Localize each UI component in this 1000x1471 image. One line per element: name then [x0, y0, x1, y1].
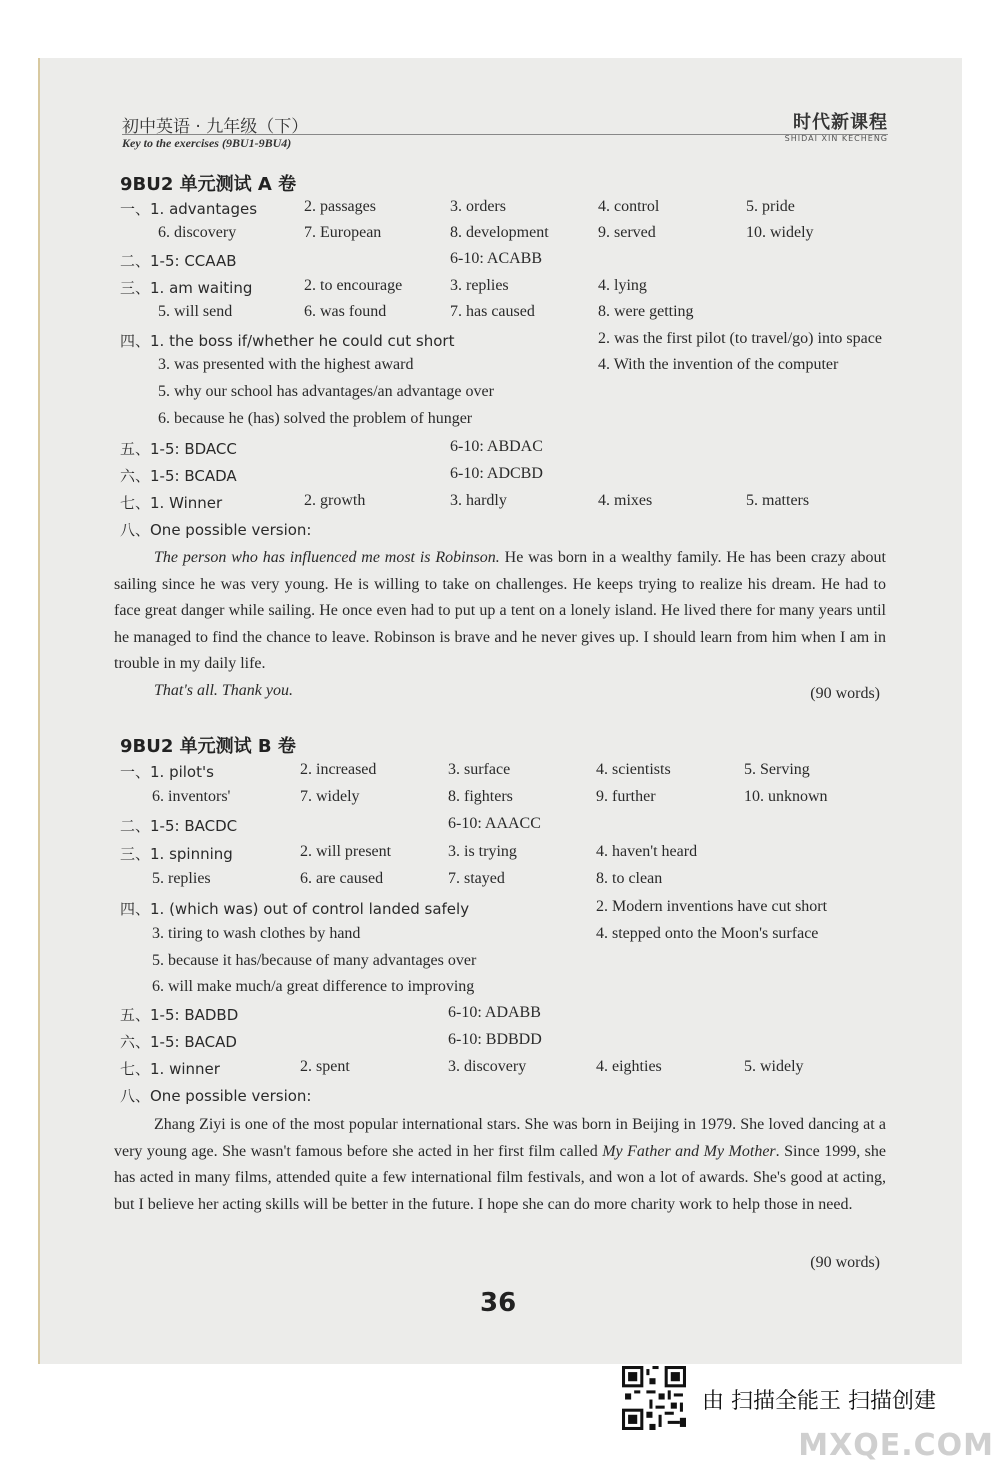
- essay-a-body: He was born in a wealthy family. He has been crazy about sailing since he was very young. He is willing to take on challenges. He keeps trying to realize his dream. He had to face great danger while sailing. He once even had to put up a tent on a lonely island. He lived there for many years until he managed to find the chance to leave. Robinson is brave and he never gives up. I should learn from him when I am in trouble in my daily life.: [114, 549, 887, 672]
- answer-cell: 10. widely: [746, 224, 814, 241]
- answer-cell: 2. Modern inventions have cut short: [596, 898, 828, 915]
- word-count-a: (90 words): [810, 685, 880, 702]
- answer-cell: 2. will present: [300, 843, 392, 860]
- site-watermark: MXQE.COM: [798, 1428, 994, 1463]
- answer-cell: 2. to encourage: [304, 277, 403, 294]
- answer-cell: 7. European: [304, 224, 382, 241]
- answer-cell: 8. were getting: [598, 303, 694, 320]
- answer-cell: 7. stayed: [448, 870, 505, 887]
- answer-cell: 5. replies: [152, 870, 211, 887]
- essay-b-film-title: My Father and My Mother: [602, 1142, 776, 1160]
- answer-cell: 八、One possible version:: [120, 1087, 312, 1105]
- answer-cell: 2. increased: [300, 761, 377, 778]
- answer-cell: 8. fighters: [448, 788, 513, 805]
- page-number: 36: [480, 1288, 517, 1318]
- answer-cell: 二、1-5: CCAAB: [120, 252, 237, 270]
- essay-b-part1: Zhang Ziyi is one of the most popular international stars. She was born in Beijing in 1979. She loved dancing at a very young age. She wasn't famous before she acted in her first film called: [114, 1116, 886, 1160]
- book-title: 初中英语 · 九年级（下）: [122, 117, 309, 137]
- answer-cell: 8. development: [450, 224, 549, 241]
- book-subtitle: Key to the exercises (9BU1-9BU4): [122, 136, 292, 150]
- answer-cell: 4. control: [598, 198, 660, 215]
- answer-cell: 4. mixes: [598, 492, 653, 509]
- answer-cell: 二、1-5: BACDC: [120, 817, 238, 835]
- answer-cell: 5. widely: [744, 1058, 804, 1075]
- answer-cell: 五、1-5: BADBD: [120, 1006, 239, 1024]
- answer-cell: 8. to clean: [596, 870, 663, 887]
- answer-cell: 六、1-5: BCADA: [120, 467, 237, 485]
- answer-cell: 7. widely: [300, 788, 360, 805]
- answer-cell: 10. unknown: [744, 788, 828, 805]
- answer-cell: 3. orders: [450, 198, 506, 215]
- essay-a-opening: The person who has influenced me most is Robinson.: [154, 549, 500, 566]
- answer-cell: 6. inventors': [152, 788, 231, 805]
- answer-cell: 4. eighties: [596, 1058, 662, 1075]
- answer-cell: 9. further: [596, 788, 656, 805]
- scan-credit-text: 由 扫描全能王 扫描创建: [702, 1389, 936, 1414]
- scanner-footer: [622, 1366, 1000, 1436]
- essay-a-closing: That's all. Thank you.: [154, 682, 293, 699]
- answer-cell: 6-10: ADABB: [448, 1004, 541, 1021]
- answer-cell: 2. spent: [300, 1058, 350, 1075]
- answer-cell: 七、1. Winner: [120, 494, 223, 512]
- answer-cell: 3. tiring to wash clothes by hand: [152, 925, 361, 942]
- answer-cell: 6. because he (has) solved the problem of hunger: [158, 410, 473, 427]
- answer-cell: 2. passages: [304, 198, 376, 215]
- answer-cell: 7. has caused: [450, 303, 535, 320]
- answer-cell: 6-10: ADCBD: [450, 465, 543, 482]
- answer-cell: 2. was the first pilot (to travel/go) into space: [598, 330, 882, 347]
- answer-cell: 3. is trying: [448, 843, 517, 860]
- answer-cell: 6. was found: [304, 303, 387, 320]
- section-a-title: 9BU2 单元测试 A 卷: [120, 174, 297, 195]
- answer-cell: 七、1. winner: [120, 1060, 220, 1078]
- answer-cell: 5. because it has/because of many advantages over: [152, 952, 477, 969]
- brand-name: 时代新课程: [793, 112, 888, 133]
- answer-cell: 5. pride: [746, 198, 795, 215]
- answer-cell: 6-10: ABDAC: [450, 438, 543, 455]
- answer-cell: 3. discovery: [448, 1058, 527, 1075]
- answer-cell: 三、1. am waiting: [120, 279, 253, 297]
- answer-cell: 9. served: [598, 224, 656, 241]
- document-page: [38, 58, 962, 1364]
- answer-cell: 5. why our school has advantages/an advantage over: [158, 383, 494, 400]
- essay-a-closing-line: [114, 678, 886, 705]
- answer-cell: 3. replies: [450, 277, 509, 294]
- qr-code-icon: [622, 1366, 686, 1430]
- answer-cell: 五、1-5: BDACC: [120, 440, 237, 458]
- answer-cell: 3. hardly: [450, 492, 507, 509]
- answer-cell: 6. discovery: [158, 224, 237, 241]
- answer-cell: 2. growth: [304, 492, 366, 509]
- header-divider: [122, 134, 888, 135]
- brand-pinyin: SHIDAI XIN KECHENG: [784, 134, 888, 143]
- answer-cell: 5. will send: [158, 303, 233, 320]
- answer-cell: 6-10: ACABB: [450, 250, 543, 267]
- section-b-title: 9BU2 单元测试 B 卷: [120, 736, 296, 757]
- answer-cell: 6-10: BDBDD: [448, 1031, 542, 1048]
- answer-cell: 4. stepped onto the Moon's surface: [596, 925, 819, 942]
- answer-cell: 三、1. spinning: [120, 845, 233, 863]
- answer-cell: 6. are caused: [300, 870, 384, 887]
- brand-logo: [785, 108, 888, 143]
- word-count-b: (90 words): [810, 1254, 880, 1271]
- answer-cell: 一、1. advantages: [120, 200, 258, 218]
- essay-a: [114, 545, 886, 678]
- answer-cell: 四、1. (which was) out of control landed safely: [120, 900, 470, 918]
- answer-cell: 3. was presented with the highest award: [158, 356, 414, 373]
- answer-cell: 4. lying: [598, 277, 647, 294]
- answer-cell: 6-10: AAACC: [448, 815, 541, 832]
- essay-b: [114, 1112, 886, 1218]
- answer-cell: 4. haven't heard: [596, 843, 698, 860]
- essay-b-part2: . Since 1999, she has acted in many films, attended quite a few international film festivals, and won a lot of awards. She's good at acting, but I believe her acting skills will be better in the future. I hope she can do more charity work to help those in need.: [114, 1142, 887, 1213]
- answer-cell: 5. matters: [746, 492, 810, 509]
- answer-cell: 6. will make much/a great difference to improving: [152, 978, 475, 995]
- answer-cell: 六、1-5: BACAD: [120, 1033, 237, 1051]
- answer-cell: 四、1. the boss if/whether he could cut short: [120, 332, 455, 350]
- answer-cell: 4. With the invention of the computer: [598, 356, 839, 373]
- answer-cell: 八、One possible version:: [120, 521, 312, 539]
- answer-cell: 3. surface: [448, 761, 511, 778]
- answer-cell: 4. scientists: [596, 761, 671, 778]
- answer-cell: 一、1. pilot's: [120, 763, 214, 781]
- answer-cell: 5. Serving: [744, 761, 810, 778]
